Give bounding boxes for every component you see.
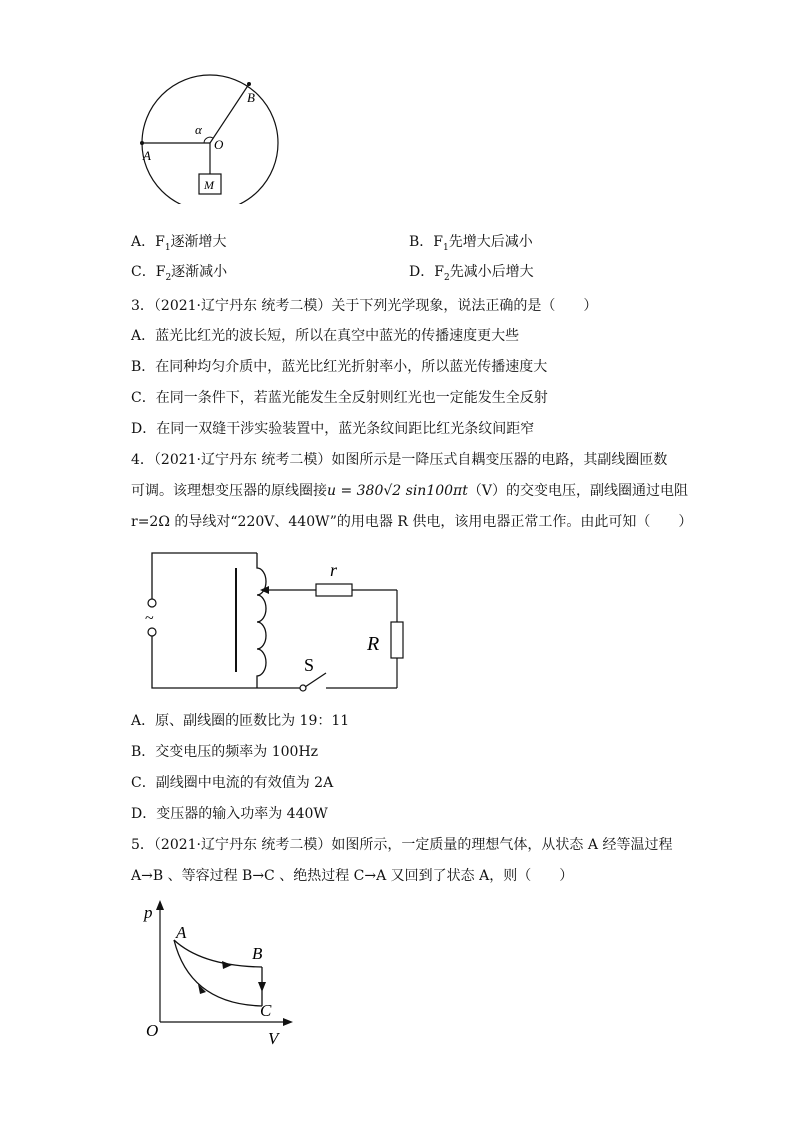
q4-option-c[interactable]: C．副线圈中电流的有效值为 2A [131, 775, 334, 791]
ac-symbol: ~ [145, 610, 154, 627]
q3-option-d[interactable]: D．在同一双缝干涉实验装置中，蓝光条纹间距比红光条纹间距窄 [131, 421, 535, 437]
q2-option-d[interactable]: D．$F_2$先减小后增大 [409, 264, 534, 283]
label-A: A [143, 148, 151, 163]
q3-option-c[interactable]: C．在同一条件下，若蓝光能发生全反射则红光也一定能发生全反射 [131, 390, 548, 406]
q4-option-d[interactable]: D．变压器的输入功率为 440W [131, 806, 328, 822]
q2-option-a[interactable]: A．$F_1$逐渐增大 [131, 234, 227, 253]
label-B: B [247, 90, 255, 105]
state-A-label: A [176, 923, 187, 942]
q5-stem-line2: A→B 、等容过程 B→C 、绝热过程 C→A 又回到了状态 A，则（ ） [131, 868, 574, 884]
q4-option-b[interactable]: B．交变电压的频率为 100Hz [131, 744, 319, 760]
q4-stem-line2: 可调。该理想变压器的原线圈接u = 380√2 sin100πt（V）的交变电压，副线圈通过电阻 [131, 483, 688, 499]
pv-diagram-figure [140, 898, 300, 1050]
origin-O-label: O [146, 1021, 159, 1040]
state-C-label: C [260, 1001, 272, 1020]
transformer-circuit-figure [140, 546, 415, 696]
q3-option-a[interactable]: A．蓝光比红光的波长短，所以在真空中蓝光的传播速度更大些 [131, 328, 520, 344]
switch-S-label: S [304, 655, 315, 675]
q2-option-b[interactable]: B．$F_1$先增大后减小 [409, 234, 533, 253]
q3-stem: 3．（2021·辽宁丹东 统考二模）关于下列光学现象，说法正确的是（ ） [131, 298, 598, 314]
q4-stem-line1: 4．（2021·辽宁丹东 统考二模）如图所示是一降压式自耦变压器的电路，其副线圈匝数 [131, 452, 668, 468]
q3-option-b[interactable]: B．在同种均匀介质中，蓝光比红光折射率小，所以蓝光传播速度大 [131, 359, 548, 375]
q4-stem-line3: r=2Ω 的导线对“220V、440W”的用电器 R 供电，该用电器正常工作。由此可知（ ） [131, 514, 693, 530]
state-B-label: B [252, 944, 263, 963]
label-O: O [214, 137, 224, 152]
q4-option-a[interactable]: A．原、副线圈的匝数比为 19：11 [131, 713, 350, 729]
circle-figure [134, 72, 284, 204]
resistor-R-label: R [367, 633, 380, 655]
label-M: M [204, 178, 214, 192]
axis-V-label: V [268, 1029, 279, 1048]
voltage-formula: u = 380√2 sin100πt [327, 483, 468, 499]
label-alpha: α [195, 122, 202, 137]
axis-p-label: p [144, 903, 153, 922]
q2-option-c[interactable]: C．$F_2$逐渐减小 [131, 264, 228, 283]
q5-stem-line1: 5．（2021·辽宁丹东 统考二模）如图所示，一定质量的理想气体，从状态 A 经等温过程 [131, 837, 673, 853]
resistor-r-label: r [330, 560, 338, 580]
